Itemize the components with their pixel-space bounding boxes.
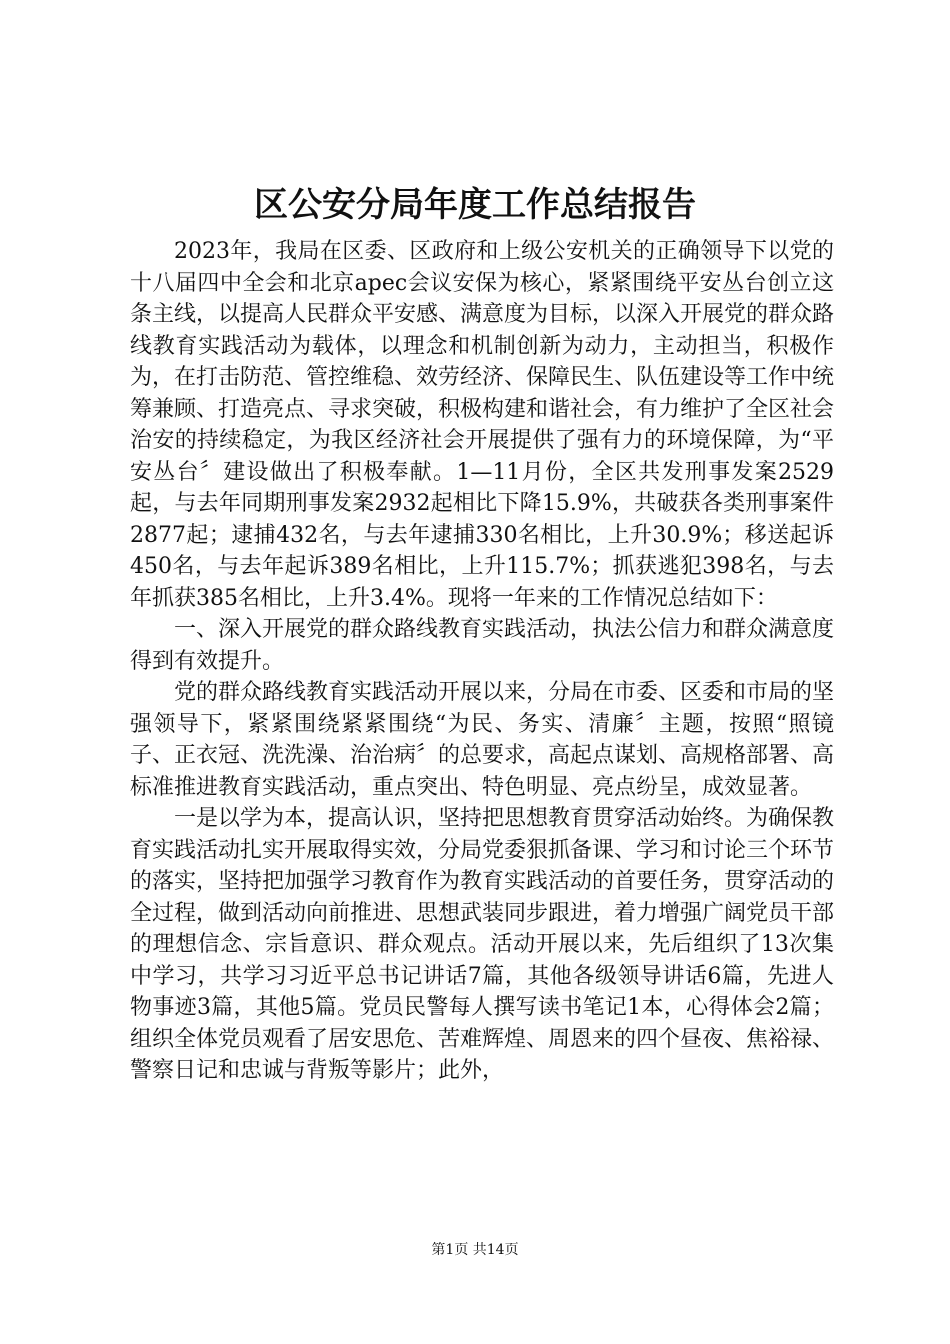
- paragraph-activity-overview: 党的群众路线教育实践活动开展以来，分局在市委、区委和市局的坚强领导下，紧紧围绕紧紧围绕“为民、务实、清廉〞主题，按照“照镜子、正衣冠、洗洗澡、治治病〞的总要求，高起点谋划、高规格部署、高标准推进教育实践活动，重点突出、特色明显、亮点纷呈，成效显著。: [130, 680, 835, 800]
- paragraph-section-heading: 一、深入开展党的群众路线教育实践活动，执法公信力和群众满意度得到有效提升。: [130, 617, 835, 674]
- paragraph-study-first: 一是以学为本，提高认识，坚持把思想教育贯穿活动始终。为确保教育实践活动扎实开展取得实效，分局党委狠抓备课、学习和讨论三个环节的落实，坚持把加强学习教育作为教育实践活动的首要任务，贯穿活动的全过程，做到活动向前推进、思想武装同步跟进，着力增强广阔党员干部的理想信念、宗旨意识、群众观点。活动开展以来，先后组织了13次集中学习，共学习习近平总书记讲话7篇，其他各级领导讲话6篇，先进人物事迹3篇，其他5篇。党员民警每人撰写读书笔记1本，心得体会2篇；组织全体党员观看了居安思危、苦难辉煌、周恩来的四个昼夜、焦裕禄、警察日记和忠诚与背叛等影片；此外，: [130, 806, 835, 1083]
- document-title: 区公安分局年度工作总结报告: [254, 185, 696, 225]
- page-footer: 第1页 共14页: [431, 1242, 519, 1258]
- paragraph-intro: 2023年，我局在区委、区政府和上级公安机关的正确领导下以党的十八届四中全会和北京apec会议安保为核心，紧紧围绕平安丛台创立这条主线，以提高人民群众平安感、满意度为目标，以深入开展党的群众路线教育实践活动为载体，以理念和机制创新为动力，主动担当，积极作为，在打击防范、管控维稳、效劳经济、保障民生、队伍建设等工作中统筹兼顾、打造亮点、寻求突破，积极构建和谐社会，有力维护了全区社会治安的持续稳定，为我区经济社会开展提供了强有力的环境保障，为“平安丛台〞建设做出了积极奉献。1—11月份，全区共发刑事发案2529起，与去年同期刑事发案2932起相比下降15.9%，共破获各类刑事案件2877起；逮捕432名，与去年逮捕330名相比，上升30.9%；移送起诉450名，与去年起诉389名相比，上升115.7%；抓获逃犯398名，与去年抓获385名相比，上升3.4%。现将一年来的工作情况总结如下：: [130, 239, 835, 611]
- document-body: [130, 236, 834, 1087]
